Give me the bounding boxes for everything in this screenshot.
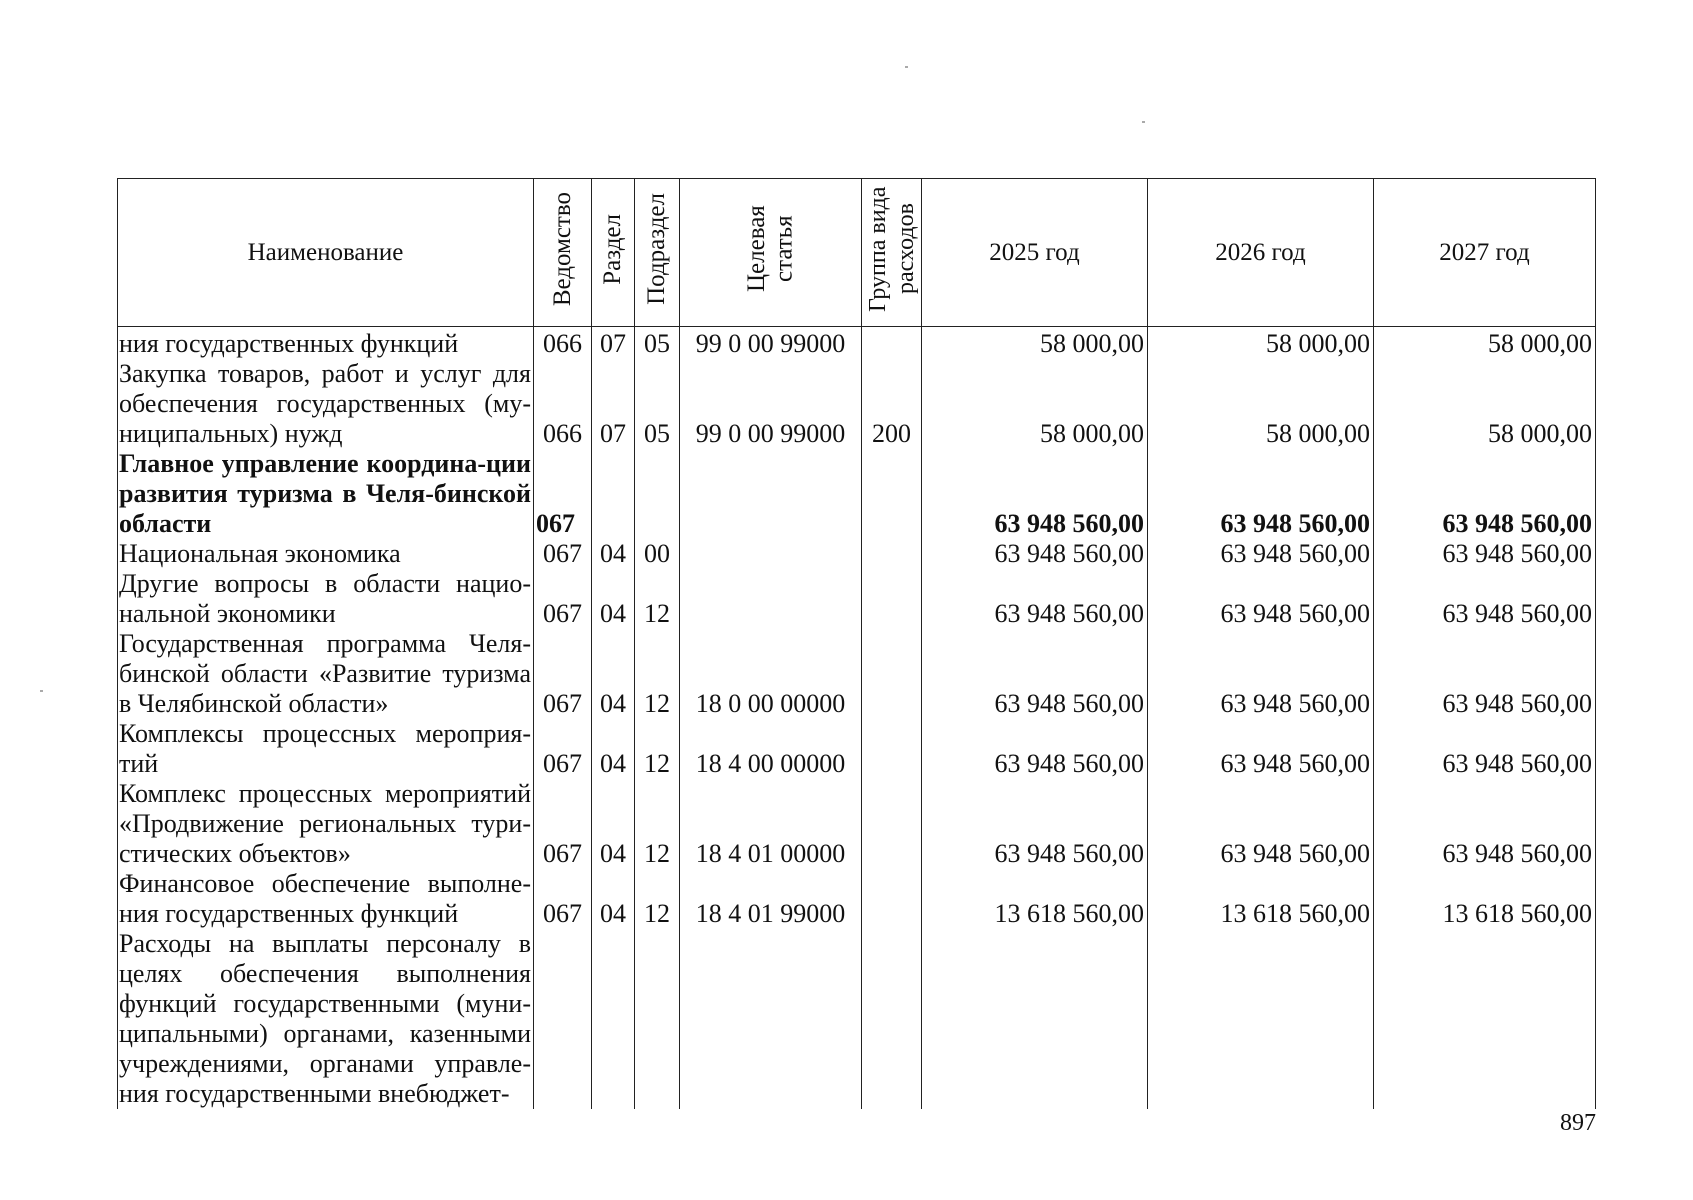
row-2027: 63 948 560,00 — [1374, 569, 1596, 629]
row-2026: 63 948 560,00 — [1148, 569, 1374, 629]
row-name: Государственная программа Челя-бинской области «Развитие туризма в Челябинской области» — [118, 629, 534, 719]
row-name: Комплекс процессных мероприятий «Продвижение региональных тури-стических объектов» — [118, 779, 534, 869]
row-podrazdel — [635, 449, 680, 539]
row-gruppa — [862, 869, 922, 929]
row-2027: 63 948 560,00 — [1374, 779, 1596, 869]
table-row — [118, 327, 1596, 360]
row-gruppa — [862, 327, 922, 360]
row-podrazdel: 12 — [635, 719, 680, 779]
header-podrazdel-text: Подраздел — [643, 193, 671, 305]
row-2026: 63 948 560,00 — [1148, 719, 1374, 779]
table-row — [118, 929, 1596, 1109]
row-razdel: 04 — [592, 719, 635, 779]
row-vedomstvo: 067 — [534, 569, 592, 629]
row-celevaya: 18 4 01 99000 — [680, 869, 862, 929]
row-razdel: 04 — [592, 869, 635, 929]
row-vedomstvo: 066 — [534, 327, 592, 360]
row-2026: 63 948 560,00 — [1148, 449, 1374, 539]
row-name: Главное управление координа-ции развития туризма в Челя-бинской области — [118, 449, 534, 539]
header-2026 — [1148, 179, 1374, 327]
row-celevaya — [680, 539, 862, 569]
row-2025: 63 948 560,00 — [922, 629, 1148, 719]
row-razdel: 07 — [592, 327, 635, 360]
row-vedomstvo: 067 — [534, 719, 592, 779]
table-row — [118, 359, 1596, 449]
row-vedomstvo — [534, 929, 592, 1109]
row-celevaya — [680, 449, 862, 539]
row-2026: 63 948 560,00 — [1148, 629, 1374, 719]
header-2027 — [1374, 179, 1596, 327]
row-podrazdel: 12 — [635, 629, 680, 719]
scan-speck — [1142, 121, 1145, 123]
row-celevaya: 18 4 01 00000 — [680, 779, 862, 869]
row-name: Расходы на выплаты персоналу в целях обеспечения выполнения функций государственными (муни-ципальными) органами, казенными учреждениями, органами управле-ния государственными внебюджет- — [118, 929, 534, 1109]
row-2026: 63 948 560,00 — [1148, 539, 1374, 569]
row-vedomstvo: 067 — [534, 449, 592, 539]
header-2026-text: 2026 год — [1215, 238, 1306, 266]
row-gruppa — [862, 569, 922, 629]
header-name-text: Наименование — [247, 238, 404, 266]
row-razdel: 04 — [592, 629, 635, 719]
row-2027: 63 948 560,00 — [1374, 629, 1596, 719]
row-vedomstvo: 067 — [534, 869, 592, 929]
row-2027 — [1374, 929, 1596, 1109]
row-podrazdel: 05 — [635, 359, 680, 449]
row-2025: 63 948 560,00 — [922, 779, 1148, 869]
row-2025: 58 000,00 — [922, 327, 1148, 360]
row-celevaya: 99 0 00 99000 — [680, 327, 862, 360]
row-gruppa: 200 — [862, 359, 922, 449]
row-2026: 58 000,00 — [1148, 359, 1374, 449]
row-2026: 13 618 560,00 — [1148, 869, 1374, 929]
row-podrazdel: 00 — [635, 539, 680, 569]
row-2025: 63 948 560,00 — [922, 569, 1148, 629]
row-vedomstvo: 067 — [534, 539, 592, 569]
row-celevaya: 18 4 00 00000 — [680, 719, 862, 779]
header-gruppa-text: Группа вида расходов — [864, 186, 919, 312]
row-2026: 58 000,00 — [1148, 327, 1374, 360]
row-name: Другие вопросы в области нацио-нальной экономики — [118, 569, 534, 629]
table-row — [118, 449, 1596, 539]
row-2027: 63 948 560,00 — [1374, 449, 1596, 539]
header-vedomstvo-text: Ведомство — [548, 191, 576, 307]
row-2026 — [1148, 929, 1374, 1109]
budget-table — [117, 178, 1596, 1109]
row-razdel: 04 — [592, 569, 635, 629]
header-celevaya-text: Целевая статья — [743, 205, 798, 293]
row-name: Финансовое обеспечение выполне-ния государственных функций — [118, 869, 534, 929]
row-2025: 58 000,00 — [922, 359, 1148, 449]
row-gruppa — [862, 539, 922, 569]
row-vedomstvo: 066 — [534, 359, 592, 449]
row-2027: 13 618 560,00 — [1374, 869, 1596, 929]
table-row — [118, 719, 1596, 779]
header-vedomstvo — [534, 179, 592, 327]
page-number: 897 — [1560, 1110, 1596, 1136]
row-2027: 63 948 560,00 — [1374, 719, 1596, 779]
table-row — [118, 569, 1596, 629]
row-podrazdel: 12 — [635, 569, 680, 629]
row-2025: 13 618 560,00 — [922, 869, 1148, 929]
row-gruppa — [862, 629, 922, 719]
header-2025-text: 2025 год — [989, 238, 1080, 266]
header-gruppa-vida-rashodov — [862, 179, 922, 327]
table-row — [118, 869, 1596, 929]
row-2025: 63 948 560,00 — [922, 449, 1148, 539]
header-razdel-text: Раздел — [599, 213, 627, 285]
row-2025: 63 948 560,00 — [922, 719, 1148, 779]
scan-speck — [905, 66, 908, 68]
row-razdel: 04 — [592, 779, 635, 869]
table-row — [118, 629, 1596, 719]
row-2026: 63 948 560,00 — [1148, 779, 1374, 869]
row-podrazdel: 12 — [635, 869, 680, 929]
header-2027-text: 2027 год — [1439, 238, 1530, 266]
header-celevaya-statya — [680, 179, 862, 327]
row-vedomstvo: 067 — [534, 779, 592, 869]
table-row — [118, 539, 1596, 569]
row-gruppa — [862, 449, 922, 539]
scan-speck — [40, 690, 43, 692]
row-razdel — [592, 929, 635, 1109]
row-name: Закупка товаров, работ и услуг для обеспечения государственных (му-ниципальных) нужд — [118, 359, 534, 449]
row-celevaya — [680, 569, 862, 629]
row-2027: 58 000,00 — [1374, 327, 1596, 360]
table-row — [118, 779, 1596, 869]
row-name: Комплексы процессных мероприя-тий — [118, 719, 534, 779]
row-2025: 63 948 560,00 — [922, 539, 1148, 569]
row-razdel: 07 — [592, 359, 635, 449]
row-celevaya: 99 0 00 99000 — [680, 359, 862, 449]
row-celevaya: 18 0 00 00000 — [680, 629, 862, 719]
row-podrazdel — [635, 929, 680, 1109]
row-podrazdel: 12 — [635, 779, 680, 869]
row-2025 — [922, 929, 1148, 1109]
table-header-row — [118, 179, 1596, 327]
row-gruppa — [862, 929, 922, 1109]
row-razdel — [592, 449, 635, 539]
row-name: ния государственных функций — [118, 327, 534, 360]
row-podrazdel: 05 — [635, 327, 680, 360]
row-gruppa — [862, 719, 922, 779]
header-podrazdel — [635, 179, 680, 327]
row-celevaya — [680, 929, 862, 1109]
header-name — [118, 179, 534, 327]
header-2025 — [922, 179, 1148, 327]
row-razdel: 04 — [592, 539, 635, 569]
row-vedomstvo: 067 — [534, 629, 592, 719]
row-gruppa — [862, 779, 922, 869]
header-razdel — [592, 179, 635, 327]
row-2027: 63 948 560,00 — [1374, 539, 1596, 569]
row-name: Национальная экономика — [118, 539, 534, 569]
row-2027: 58 000,00 — [1374, 359, 1596, 449]
